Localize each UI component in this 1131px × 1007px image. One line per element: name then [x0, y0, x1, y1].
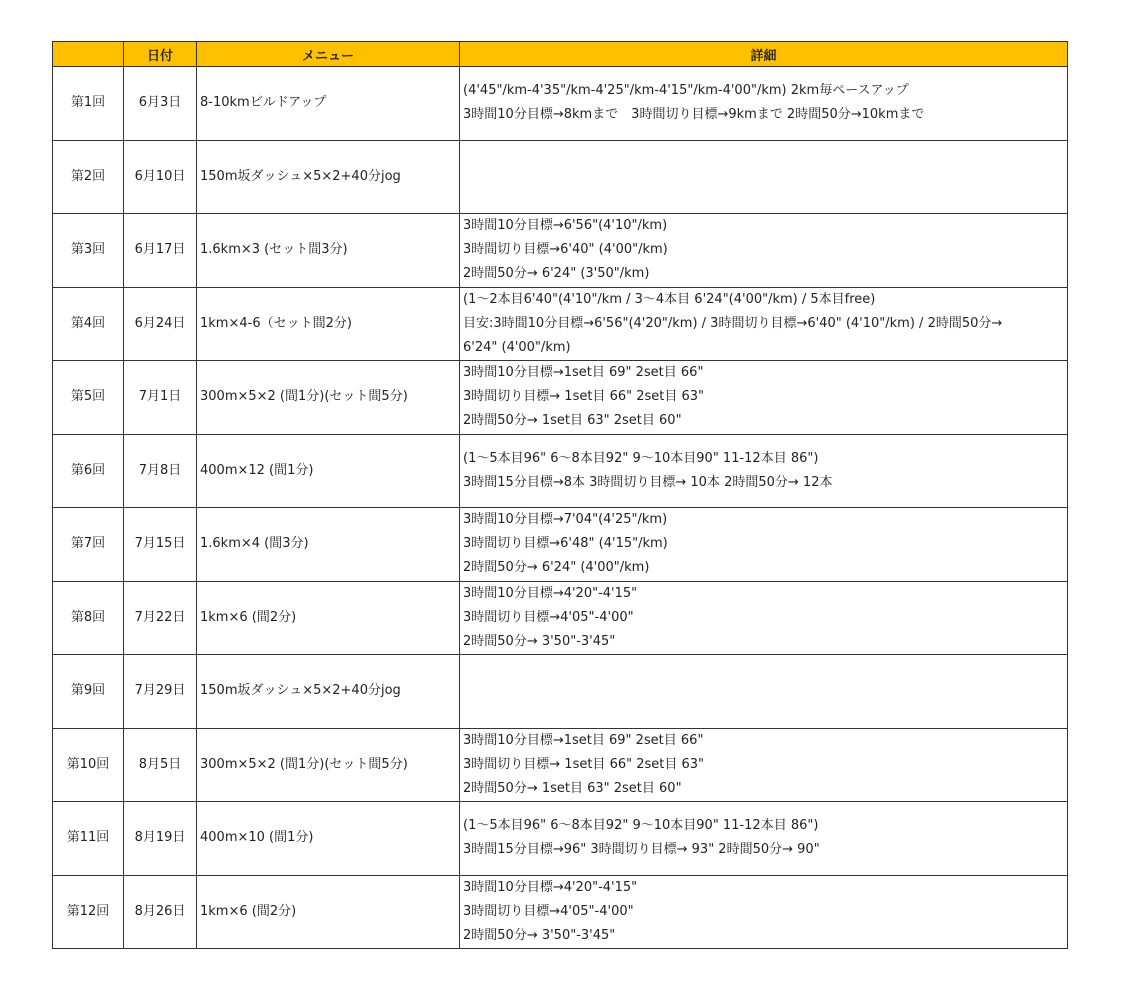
- cell-menu: 8-10kmビルドアップ: [197, 67, 460, 141]
- cell-date: 6月24日: [124, 287, 197, 361]
- cell-date: 7月29日: [124, 655, 197, 729]
- cell-detail: [460, 140, 1068, 214]
- cell-menu: 300m×5×2 (間1分)(セット間5分): [197, 728, 460, 802]
- cell-detail: [460, 581, 1068, 655]
- table-row: [53, 287, 1068, 361]
- detail-line: 2時間50分→ 3'50"-3'45": [463, 633, 616, 649]
- cell-date: 7月22日: [124, 581, 197, 655]
- cell-menu: 1.6km×4 (間3分): [197, 508, 460, 582]
- detail-line: 3時間切り目標→ 1set目 66" 2set目 63": [463, 756, 705, 772]
- table-row: [53, 140, 1068, 214]
- detail-line: (1～2本目6'40"(4'10"/km / 3～4本目 6'24"(4'00"/km) / 5本目free): [463, 291, 876, 307]
- detail-line: 3時間切り目標→4'05"-4'00": [463, 903, 634, 919]
- cell-detail: [460, 287, 1068, 361]
- detail-line: 目安:3時間10分目標→6'56"(4'20"/km) / 3時間切り目標→6'40" (4'10"/km) / 2時間50分→: [463, 315, 1003, 331]
- cell-detail: [460, 214, 1068, 288]
- table-row: [53, 655, 1068, 729]
- table-row: [53, 508, 1068, 582]
- detail-line: 3時間10分目標→8kmまで 3時間切り目標→9kmまで 2時間50分→10kmまで: [463, 107, 925, 123]
- header-date: 日付: [124, 42, 197, 67]
- table-body: [53, 67, 1068, 949]
- table-row: [53, 728, 1068, 802]
- detail-line: (4'45"/km-4'35"/km-4'25"/km-4'15"/km-4'00"/km) 2km毎ペースアップ: [463, 83, 909, 99]
- cell-detail: [460, 875, 1068, 949]
- cell-detail: [460, 361, 1068, 435]
- detail-line: 2時間50分→ 3'50"-3'45": [463, 927, 616, 943]
- detail-line: 3時間15分目標→8本 3時間切り目標→ 10本 2時間50分→ 12本: [463, 474, 833, 490]
- cell-detail: [460, 802, 1068, 876]
- detail-line: 3時間10分目標→1set目 69" 2set目 66": [463, 732, 704, 748]
- cell-round: 第11回: [53, 802, 124, 876]
- detail-line: (1～5本目96" 6～8本目92" 9～10本目90" 11-12本目 86"): [463, 450, 819, 466]
- detail-line: 3時間切り目標→4'05"-4'00": [463, 609, 634, 625]
- cell-detail: [460, 434, 1068, 508]
- detail-line: 3時間10分目標→1set目 69" 2set目 66": [463, 365, 704, 381]
- cell-round: 第9回: [53, 655, 124, 729]
- cell-menu: 300m×5×2 (間1分)(セット間5分): [197, 361, 460, 435]
- cell-menu: 150m坂ダッシュ×5×2+40分jog: [197, 655, 460, 729]
- table-row: [53, 214, 1068, 288]
- detail-line: 3時間10分目標→4'20"-4'15": [463, 879, 638, 895]
- detail-line: 2時間50分→ 1set目 63" 2set目 60": [463, 413, 682, 429]
- cell-menu: 1km×4-6（セット間2分): [197, 287, 460, 361]
- table-row: [53, 361, 1068, 435]
- cell-menu: 400m×10 (間1分): [197, 802, 460, 876]
- header-menu: メニュー: [197, 42, 460, 67]
- detail-line: 2時間50分→ 6'24" (4'00"/km): [463, 560, 650, 576]
- header-round: [53, 42, 124, 67]
- cell-round: 第4回: [53, 287, 124, 361]
- detail-line: 3時間10分目標→4'20"-4'15": [463, 585, 638, 601]
- detail-line: 3時間15分目標→96" 3時間切り目標→ 93" 2時間50分→ 90": [463, 842, 820, 858]
- table-row: [53, 434, 1068, 508]
- detail-line: 3時間切り目標→6'48" (4'15"/km): [463, 536, 668, 552]
- cell-menu: 1km×6 (間2分): [197, 875, 460, 949]
- detail-line: 6'24" (4'00"/km): [463, 339, 571, 355]
- cell-date: 7月8日: [124, 434, 197, 508]
- cell-round: 第1回: [53, 67, 124, 141]
- cell-round: 第2回: [53, 140, 124, 214]
- cell-round: 第5回: [53, 361, 124, 435]
- cell-detail: [460, 508, 1068, 582]
- cell-menu: 1.6km×3 (セット間3分): [197, 214, 460, 288]
- detail-line: 2時間50分→ 1set目 63" 2set目 60": [463, 780, 682, 796]
- header-detail: 詳細: [460, 42, 1068, 67]
- table-row: [53, 875, 1068, 949]
- table-row: [53, 802, 1068, 876]
- detail-line: 3時間切り目標→ 1set目 66" 2set目 63": [463, 389, 705, 405]
- cell-date: 8月26日: [124, 875, 197, 949]
- header-row: [53, 42, 1068, 67]
- cell-round: 第10回: [53, 728, 124, 802]
- cell-detail: [460, 67, 1068, 141]
- cell-date: 8月5日: [124, 728, 197, 802]
- detail-line: (1～5本目96" 6～8本目92" 9～10本目90" 11-12本目 86"): [463, 818, 819, 834]
- cell-round: 第8回: [53, 581, 124, 655]
- table-row: [53, 67, 1068, 141]
- cell-date: 6月10日: [124, 140, 197, 214]
- cell-date: 7月1日: [124, 361, 197, 435]
- table-row: [53, 581, 1068, 655]
- detail-line: 3時間10分目標→6'56"(4'10"/km): [463, 218, 668, 234]
- cell-date: 6月3日: [124, 67, 197, 141]
- detail-line: 2時間50分→ 6'24" (3'50"/km): [463, 266, 650, 282]
- cell-round: 第6回: [53, 434, 124, 508]
- cell-menu: 400m×12 (間1分): [197, 434, 460, 508]
- cell-detail: [460, 655, 1068, 729]
- cell-date: 8月19日: [124, 802, 197, 876]
- cell-date: 6月17日: [124, 214, 197, 288]
- cell-date: 7月15日: [124, 508, 197, 582]
- detail-line: 3時間切り目標→6'40" (4'00"/km): [463, 242, 668, 258]
- cell-detail: [460, 728, 1068, 802]
- table-header: [53, 42, 1068, 67]
- cell-menu: 1km×6 (間2分): [197, 581, 460, 655]
- detail-line: 3時間10分目標→7'04"(4'25"/km): [463, 512, 668, 528]
- cell-round: 第7回: [53, 508, 124, 582]
- cell-round: 第3回: [53, 214, 124, 288]
- cell-round: 第12回: [53, 875, 124, 949]
- cell-menu: 150m坂ダッシュ×5×2+40分jog: [197, 140, 460, 214]
- training-schedule-table: [52, 41, 1068, 949]
